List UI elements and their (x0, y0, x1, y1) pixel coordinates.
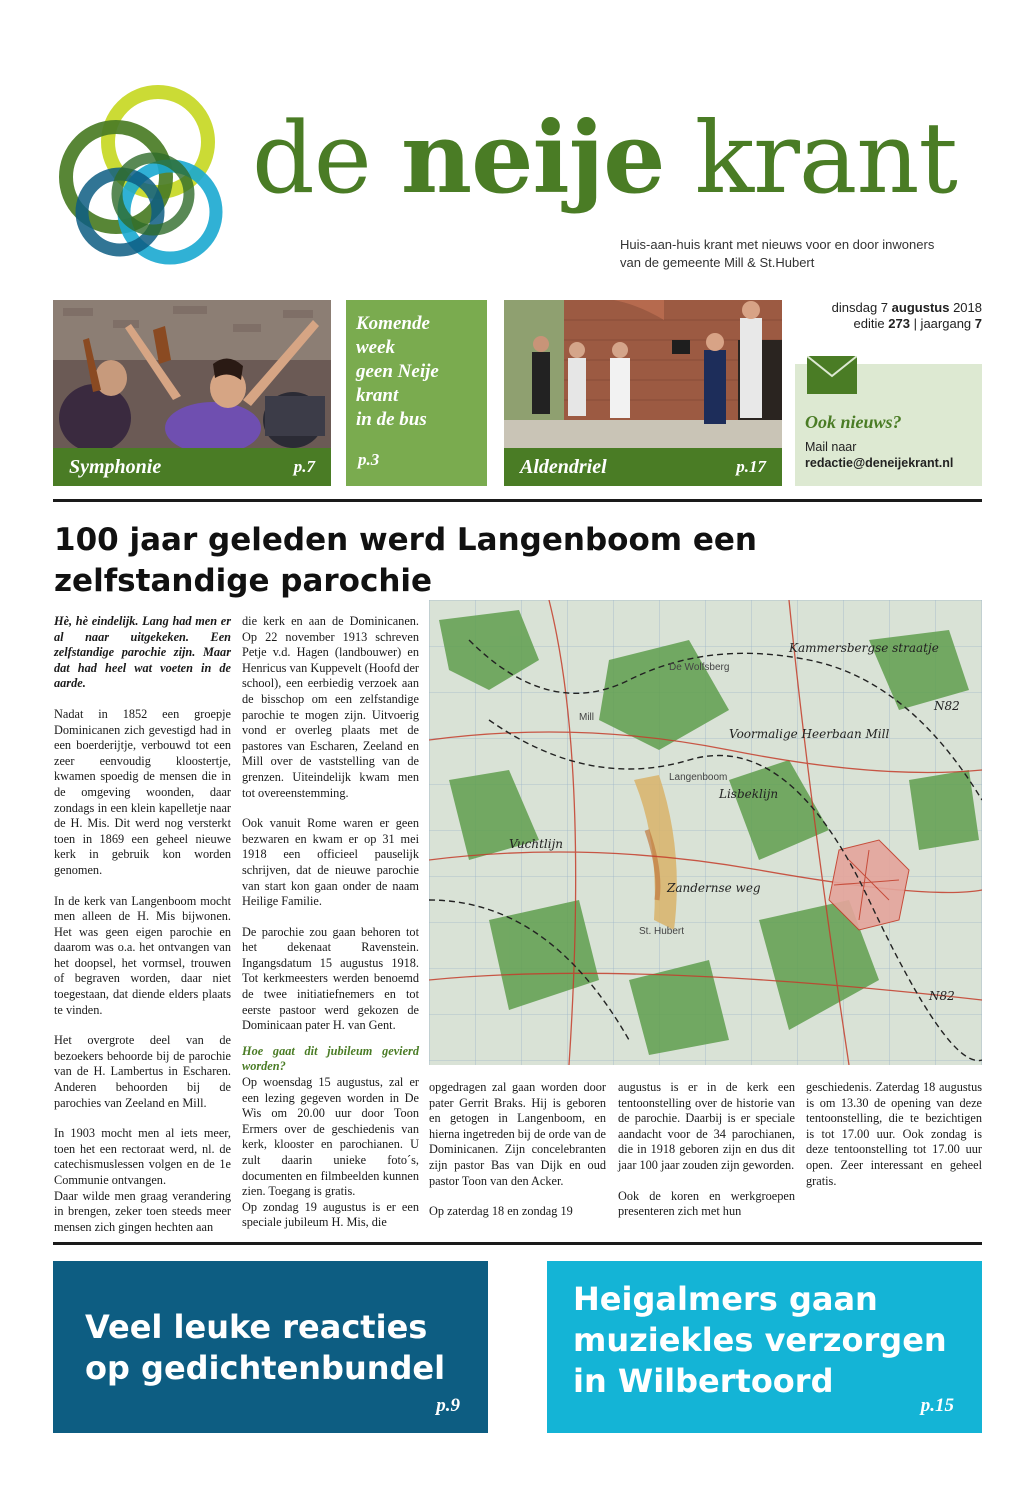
masthead-title-de: de (252, 102, 371, 216)
email-link[interactable]: redactie@deneijekrant.nl (805, 456, 954, 470)
map-label-9: Langenboom (669, 772, 728, 783)
komende-week-teaser[interactable] (346, 300, 487, 486)
edition-prefix: editie (853, 316, 889, 331)
col2-paragraph-2: Ook vanuit Rome waren er geen bezwaren en kwam er op 31 mei 1918 een officieel pauselijk schrijven, dat de nieuwe parochie van start kon gaan onder de naam Heilige Familie. (242, 816, 419, 909)
col2-paragraph-3: De parochie zou gaan behoren tot het dekenaat Ravenstein. Ingangsdatum 15 augustus 1918. Tot kerkmeesters werden benoemd de twee initiatiefnemers en tot eerste pastoor werd gekozen de Dominicaan pater H. van Gent. (242, 924, 419, 1033)
orchestra-illustration (53, 300, 331, 448)
komende-line-2: week (356, 337, 396, 358)
article-headline: 100 jaar geleden werd Langenboom een zelfstandige parochie (54, 522, 757, 599)
edition-date (790, 300, 982, 316)
col2-paragraph-4: Op woensdag 15 augustus, zal er een lezing gegeven worden in De Wis om 20.00 uur door Toon Ermers over de geschiedenis van kerk, klooster en parochianen. U zult daarin unieke foto´s, documenten en filmbeelden kunnen zien. Toegang is gratis. (242, 1075, 419, 1199)
tagline-line-2: van de gemeente Mill & St.Hubert (620, 255, 815, 270)
masthead-tagline (620, 236, 980, 272)
tagline-line-1: Huis-aan-huis krant met nieuws voor en door inwoners (620, 237, 935, 252)
aldendriel-bar[interactable] (504, 448, 782, 486)
map-label-4: Lisbeklijn (719, 787, 779, 801)
article-column-1 (54, 614, 231, 1250)
article-subheading: Hoe gaat dit jubileum gevierd worden? (242, 1043, 419, 1074)
col4-paragraph-1: augustus is er in de kerk een tentoonstelling over de historie van de parochie. Daarbij is er speciale aandacht voor de 34 parochianen, die in 1918 geboren zijn en dus dit jaar 100 jaar zouden zijn geworden. (618, 1080, 795, 1172)
aldendriel-photo[interactable] (504, 300, 782, 448)
col2-paragraph-5: Op zondag 19 augustus is er een speciale jubileum H. Mis, die (242, 1199, 419, 1230)
article-column-5 (806, 1080, 982, 1204)
logo-rings (58, 82, 240, 272)
historical-map-photo (429, 600, 982, 1065)
col3-paragraph-2: Op zaterdag 18 en zondag 19 (429, 1204, 573, 1219)
col4-paragraph-2: Ook de koren en werkgroepen presenteren zich met hun (618, 1188, 795, 1219)
col1-paragraph-1: Nadat in 1852 een groepje Dominicanen zich gevestigd had in een boerderijtje, verbouwd tot een zeer eenvoudig kloostertje, kwamen spoedig de mensen die in de omgeving woonden, daar zondags in een klein kapelletje naar de H. Mis. Dit werd nog versterkt toen in 1869 een geheel nieuwe kerk in gebruik kon worden genomen. (54, 706, 231, 877)
map-label-6: Zandernse weg (667, 881, 761, 895)
article-column-4 (618, 1080, 795, 1235)
edition-number (790, 316, 982, 332)
col1-paragraph-2: In de kerk van Langenboom mocht men alleen de H. Mis bijwonen. Het was geen eigen parochie en daarom was o.a. het ontvangen van het doopsel, het vormsel, trouwen of begraven worden, daar niet toegestaan, dat diende elders plaats te vinden. (54, 893, 231, 1017)
map-label-8: St. Hubert (639, 926, 685, 937)
envelope-icon (807, 356, 857, 394)
edition-sep: | jaargang (909, 316, 975, 331)
gedichtenbundel-headline: Veel leuke reacties op gedichtenbundel (85, 1308, 446, 1387)
col1-paragraph-3: Het overgrote deel van de bezoekers behoorde bij de parochie van de H. Lambertus in Escharen. Anderen behoorden bij de parochies van Zeeland en Mill. (54, 1033, 231, 1110)
article-lead: Hè, hè eindelijk. Lang had men er al naar uitgekeken. Een zelfstandige parochie zijn. Maar dat had heel wat voeten in de aarde. (54, 614, 231, 691)
komende-line-5: in de bus (356, 409, 427, 430)
komende-line-3: geen Neije (356, 361, 439, 382)
divider-top (53, 499, 982, 502)
date-prefix: dinsdag 7 (831, 300, 892, 315)
aldendriel-label: Aldendriel (520, 455, 607, 478)
masthead-title (252, 101, 957, 216)
komende-page: p.3 (358, 450, 380, 469)
col3-paragraph-1: opgedragen zal gaan worden door pater Gerrit Braks. Hij is geboren en getogen in Langenboom, en hierna ingetreden bij de orde van de Dominicanen. Zijn concelebranten zijn pastor Bas van Dijk en oud pastor Toon van den Acker. (429, 1080, 606, 1188)
gedichtenbundel-page: p.9 (436, 1395, 460, 1416)
article-column-2 (242, 614, 419, 1246)
symphonie-label: Symphonie (69, 455, 162, 478)
col1-paragraph-5: Daar wilde men graag verandering in brengen, zeker toen steeds meer mensen zich gingen hechten aan (54, 1188, 231, 1234)
date-year: 2018 (949, 300, 982, 315)
symphonie-bar[interactable] (53, 448, 331, 486)
symphonie-page: p.7 (293, 457, 315, 476)
heigalmers-headline: Heigalmers gaan muziekles verzorgen in Wilbertoord (573, 1280, 947, 1400)
masthead-title-krant: krant (694, 102, 957, 216)
heigalmers-page: p.15 (920, 1395, 954, 1416)
date-month: augustus (891, 300, 950, 315)
map-label-11: N82 (929, 989, 955, 1003)
symphonie-photo[interactable] (53, 300, 331, 448)
col5-paragraph-1: geschiedenis. Zaterdag 18 augustus is om 13.30 de opening van deze tentoonstelling, die te bezichtigen is tot 17.00 uur. Ook zondag is deze tentoonstelling tot 17.00 uur open. Zeer interessant en geheel gratis. (806, 1080, 982, 1188)
aldendriel-illustration (504, 300, 782, 448)
gedichtenbundel-teaser[interactable] (53, 1261, 488, 1433)
aldendriel-page: p.17 (736, 457, 766, 476)
komende-line-1: Komende (356, 313, 430, 334)
ook-nieuws-title: Ook nieuws? (805, 412, 902, 432)
ook-nieuws-mail (805, 439, 972, 471)
map-illustration (429, 600, 982, 1065)
komende-line-4: krant (356, 385, 399, 406)
map-label-7: Mill (579, 712, 594, 723)
article-column-3 (429, 1080, 606, 1235)
edition-info (790, 300, 982, 332)
col2-paragraph-1: die kerk en aan de Dominicanen. Op 22 november 1913 schreven Petje v.d. Hagen (landbouwer) en Henricus van Kuppevelt (Hoofd der school), een eerbiedig verzoek aan de bisschop om een zelfstandige parochie te mogen zijn. Uitvoerig vond er overleg plaats met de pastores van Escharen, Zeeland en Mill over de vaststelling van de grenzen. Uiteindelijk kwam men tot overeenstemming. (242, 614, 419, 800)
edition-volume: 7 (974, 316, 982, 331)
mail-label: Mail naar (805, 440, 857, 454)
masthead-title-neije: neije (400, 101, 665, 216)
col1-paragraph-4: In 1903 mocht men al iets meer, toen het een rectoraat werd, nl. de catechismuslessen volgen en de 1e Communie ontvangen. (54, 1126, 231, 1187)
map-label-5: Vuchtlijn (509, 837, 564, 851)
map-label-10: De Wolfsberg (669, 662, 730, 673)
edition-no: 273 (888, 316, 910, 331)
ook-nieuws-box (795, 364, 982, 486)
divider-bottom (53, 1242, 982, 1245)
map-label-1: Kammersbergse straatje (789, 641, 939, 655)
map-label-3: N82 (934, 699, 960, 713)
map-label-2: Voormalige Heerbaan Mill (729, 727, 890, 741)
heigalmers-teaser[interactable] (547, 1261, 982, 1433)
